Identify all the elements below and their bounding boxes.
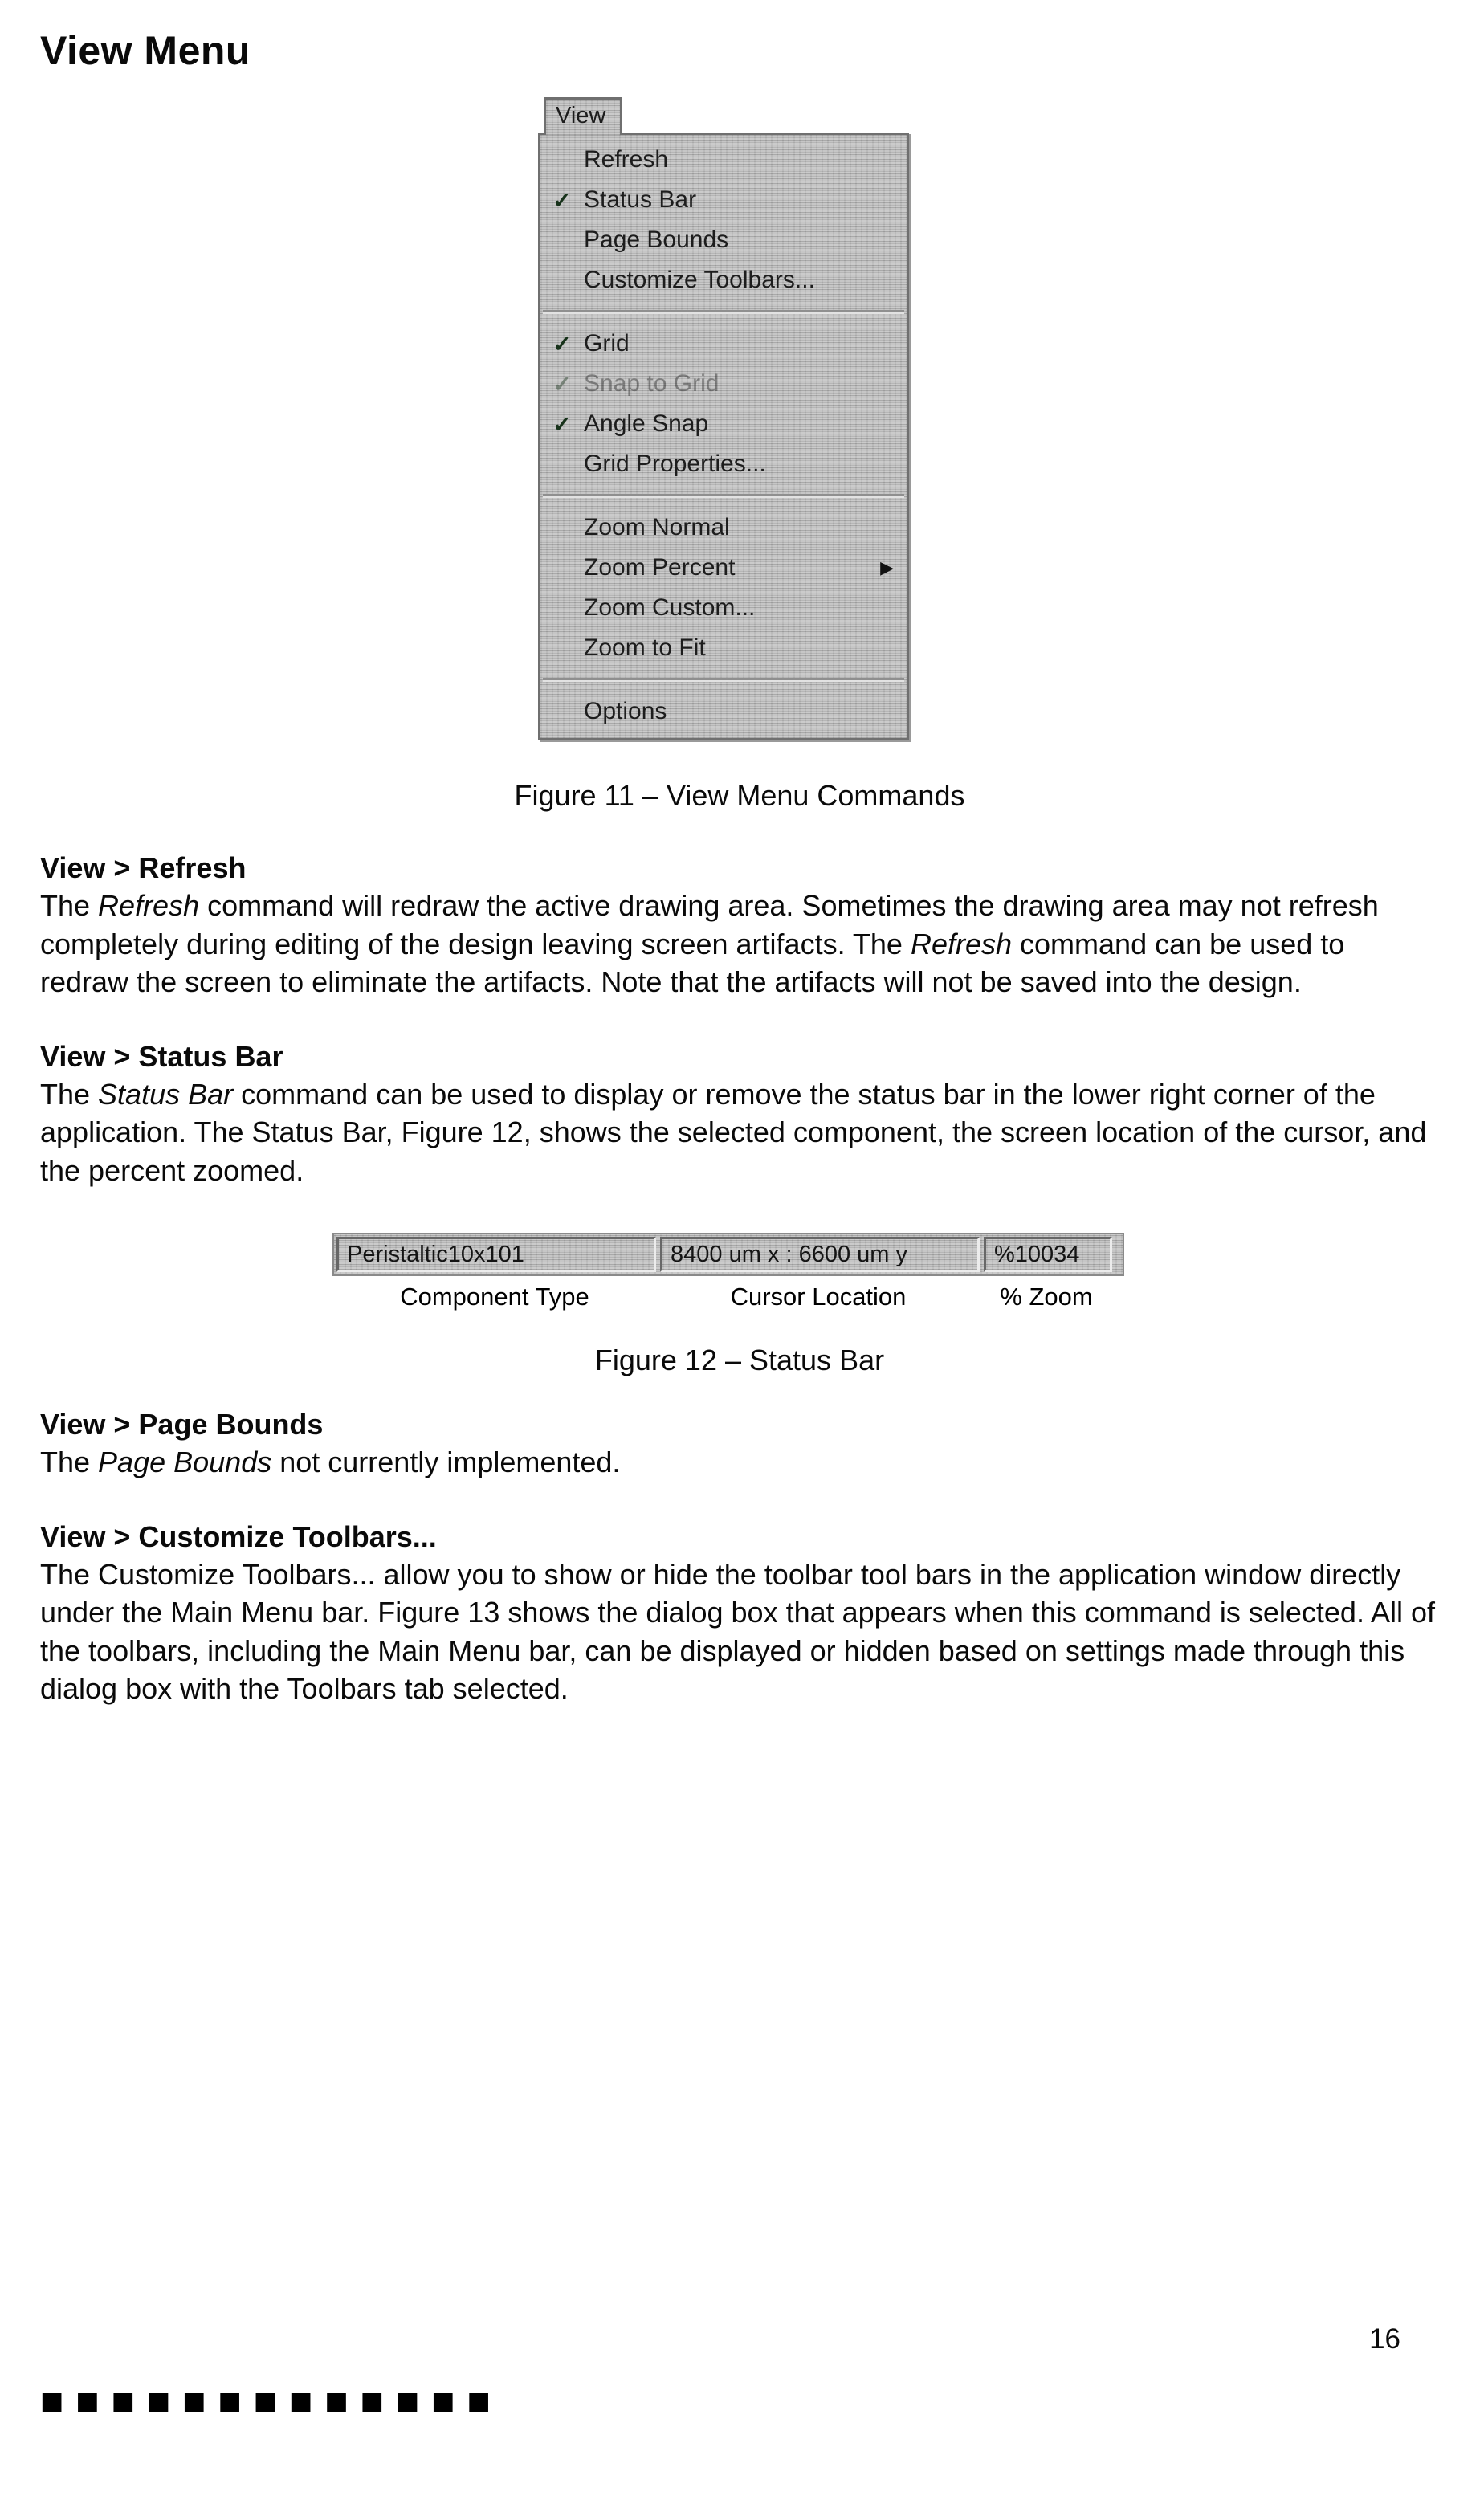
- menu-item-label: Zoom Custom...: [584, 594, 756, 621]
- checkmark-icon: ✓: [552, 331, 572, 357]
- figure-11-caption: Figure 11 – View Menu Commands: [514, 779, 965, 812]
- section-view-status-bar: [40, 1040, 1439, 1190]
- checkmark-icon: ✓: [552, 187, 572, 213]
- menu-item-label: Options: [584, 698, 667, 724]
- menu-item-label: Status Bar: [584, 186, 697, 213]
- page-title: View Menu: [40, 28, 251, 73]
- menu-item-zoom-to-fit[interactable]: [540, 628, 907, 668]
- status-panel-percent-zoom: %10034: [984, 1237, 1112, 1272]
- section-body: The Status Bar command can be used to display or remove the status bar in the lower right corner of the application. The Status Bar, Figure 12, shows the selected component, the screen location of the cursor, and the percent zoomed.: [40, 1077, 1427, 1187]
- status-panel-cursor-location: 8400 um x : 6600 um y: [660, 1237, 980, 1272]
- menu-item-label: Zoom Percent: [584, 554, 736, 581]
- menu-item-label: Zoom to Fit: [584, 634, 706, 661]
- section-view-page-bounds: [40, 1408, 1439, 1482]
- menu-separator: [543, 494, 904, 498]
- footer-marks: ■■■■■■■■■■■■■: [40, 2387, 503, 2416]
- section-view-customize-toolbars: [40, 1520, 1439, 1708]
- checkmark-icon: ✓: [552, 411, 572, 437]
- menu-item-grid-properties[interactable]: [540, 444, 907, 484]
- menu-item-refresh[interactable]: [540, 140, 907, 180]
- menu-item-label: Customize Toolbars...: [584, 267, 815, 293]
- label-percent-zoom: % Zoom: [1000, 1283, 1093, 1311]
- menu-item-page-bounds[interactable]: [540, 220, 907, 260]
- status-bar: [332, 1233, 1124, 1276]
- figure-12-status-bar: [332, 1233, 1124, 1311]
- menu-item-label: Grid: [584, 330, 630, 357]
- menu-tab-view[interactable]: View: [544, 97, 622, 135]
- section-body: The Customize Toolbars... allow you to show or hide the toolbar tool bars in the application window directly under the Main Menu bar. Figure 13 shows the dialog box that appears when this command is selected. All of the toolbars, including the Main Menu bar, can be displayed or hidden based on settings made through this dialog box with the Toolbars tab selected.: [40, 1557, 1435, 1706]
- section-body: The Refresh command will redraw the active drawing area. Sometimes the drawing area may not refresh completely during editing of the design leaving screen artifacts. The Refresh command can be used to redraw the screen to eliminate the artifacts. Note that the artifacts will not be saved into the design.: [40, 889, 1379, 999]
- section-heading: View > Refresh: [40, 851, 247, 884]
- section-heading: View > Page Bounds: [40, 1408, 324, 1442]
- checkmark-icon: ✓: [552, 371, 572, 397]
- menu-item-label: Snap to Grid: [584, 370, 720, 397]
- menu-item-label: Refresh: [584, 146, 669, 173]
- menu-item-snap-to-grid[interactable]: [540, 364, 907, 404]
- menu-item-grid[interactable]: [540, 324, 907, 364]
- figure-11-view-menu: [538, 95, 909, 740]
- menu-item-zoom-custom[interactable]: [540, 588, 907, 628]
- menu-separator: [543, 678, 904, 682]
- section-view-refresh: [40, 851, 1439, 1001]
- menu-item-label: Angle Snap: [584, 410, 709, 437]
- section-heading: View > Status Bar: [40, 1039, 283, 1073]
- page-number: 16: [1369, 2323, 1400, 2355]
- menu-item-options[interactable]: [540, 691, 907, 732]
- status-panel-component-type: Peristaltic10x101: [336, 1237, 656, 1272]
- label-component-type: Component Type: [400, 1283, 589, 1311]
- menu-item-zoom-percent[interactable]: [540, 548, 907, 588]
- menu-item-zoom-normal[interactable]: [540, 508, 907, 548]
- menu-item-customize-toolbars[interactable]: [540, 260, 907, 300]
- submenu-arrow-icon: ▶: [880, 557, 894, 577]
- label-cursor-location: Cursor Location: [730, 1283, 907, 1311]
- figure-12-caption: Figure 12 – Status Bar: [594, 1344, 885, 1377]
- menu-item-label: Zoom Normal: [584, 514, 730, 540]
- menu-item-label: Page Bounds: [584, 226, 729, 253]
- menu-item-angle-snap[interactable]: [540, 404, 907, 444]
- menu-item-label: Grid Properties...: [584, 451, 766, 477]
- section-body: The Page Bounds not currently implemented.: [40, 1446, 621, 1479]
- view-menu-dropdown: [538, 133, 909, 740]
- section-heading: View > Customize Toolbars...: [40, 1519, 437, 1553]
- menu-item-status-bar[interactable]: [540, 180, 907, 220]
- menu-separator: [543, 310, 904, 314]
- status-bar-labels: [332, 1283, 1124, 1311]
